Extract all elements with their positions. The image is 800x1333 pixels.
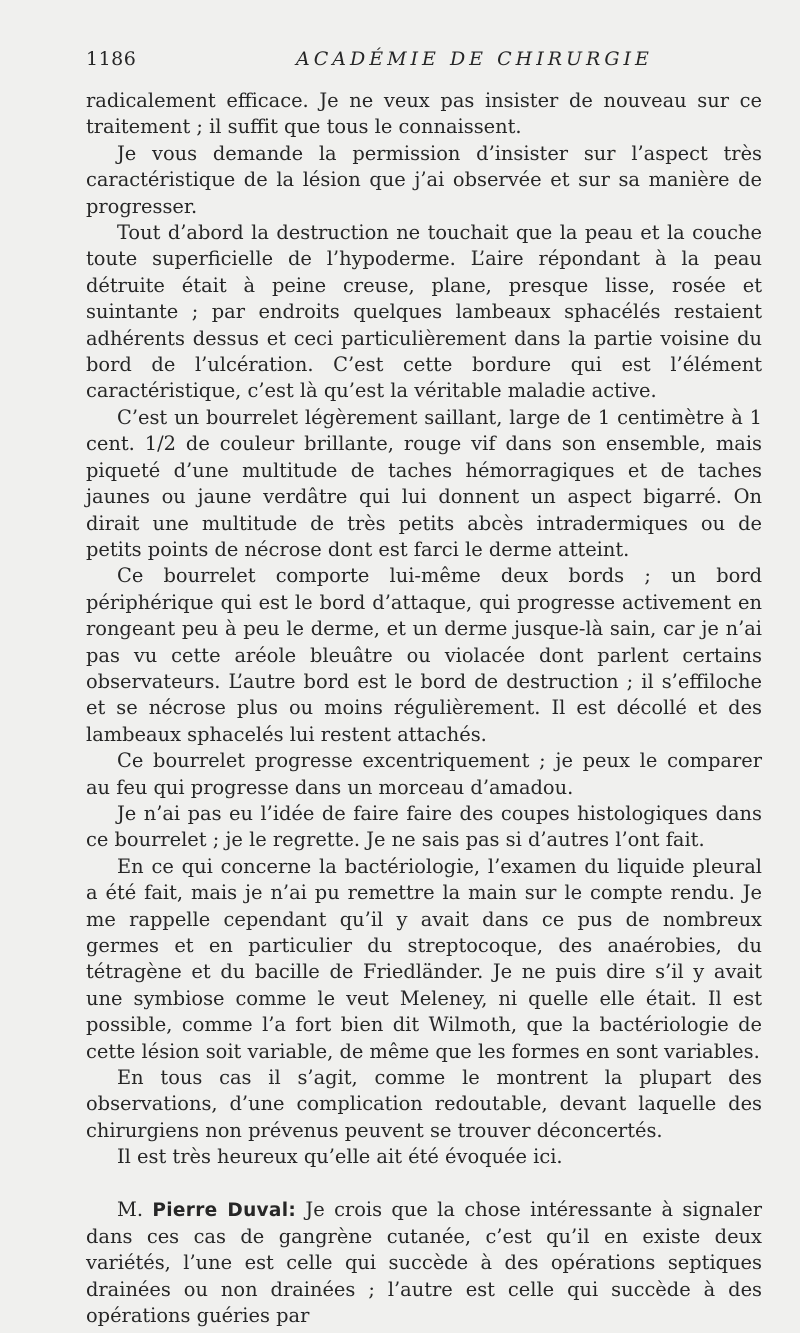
running-head bbox=[86, 48, 762, 74]
speaker-colon: : bbox=[288, 1199, 297, 1221]
intervention-text: Je crois que la chose intéressante à signaler dans ces cas de gangrène cutanée, c’est qu’il en existe deux variétés, l’une est celle qui succède à des opérations septiques drainées ou non drainées ; l’autre est celle qui succède à des opérations guéries par bbox=[86, 1197, 762, 1328]
speaker-prefix: M. bbox=[117, 1197, 153, 1221]
paragraph: En ce qui concerne la bactériologie, l’examen du liquide pleural a été fait, mais je n’ai pu remettre la main sur le compte rendu. Je me rappelle cependant qu’il y avait dans ce pus de nombreux germes et en particulier du streptocoque, des anaérobies, du tétragène et du bacille de Friedländer. Je ne puis dire s’il y avait une symbiose comme le veut Meleney, ni quelle elle était. Il est possible, comme l’a fort bien dit Wilmoth, que la bactériologie de cette lésion soit variable, de même que les formes en sont variables. bbox=[86, 854, 762, 1063]
paragraph: En tous cas il s’agit, comme le montrent la plupart des observations, d’une complication redoutable, devant laquelle des chirurgiens non prévenus peuvent se trouver déconcertés. bbox=[86, 1066, 762, 1142]
paragraph: Il est très heureux qu’elle ait été évoquée ici. bbox=[117, 1145, 563, 1169]
paragraph: Je n’ai pas eu l’idée de faire faire des coupes histologiques dans ce bourrelet ; je le regrette. Je ne sais pas si d’autres l’ont fait. bbox=[86, 801, 762, 852]
paragraph: Je vous demande la permission d’insister sur l’aspect très caractéristique de la lésion que j’ai observée et sur sa manière de progresser. bbox=[86, 141, 762, 218]
intervention-paragraph bbox=[86, 1197, 762, 1330]
page-number: 1186 bbox=[86, 48, 137, 70]
paragraph: radicalement efficace. Je ne veux pas insister de nouveau sur ce traitement ; il suffit que tous le connaissent. bbox=[86, 89, 762, 139]
paragraph: Tout d’abord la destruction ne touchait que la peau et la couche toute superficielle de l’hypoderme. L’aire répondant à la peau détruite était à peine creuse, plane, presque lisse, rosée et suintante ; par endroits quelques lambeaux sphacélés restaient adhérents dessus et ceci particulièrement dans la partie voisine du bord de l’ulcération. C’est cette bordure qui est l’élément caractéristique, c’est là qu’est la véritable maladie active. bbox=[86, 221, 762, 403]
paragraph: Ce bourrelet progresse excentriquement ; je peux le comparer au feu qui progresse dans un morceau d’amadou. bbox=[86, 749, 762, 799]
paragraph: C’est un bourrelet légèrement saillant, large de 1 centimètre à 1 cent. 1/2 de couleur brillante, rouge vif dans son ensemble, mais piqueté d’une multitude de taches hémorragiques et de taches jaunes ou jaune verdâtre qui lui donnent un aspect bigarré. On dirait une multitude de très petits abcès intradermiques ou de petits points de nécrose dont est farci le derme atteint. bbox=[86, 405, 762, 561]
speaker-name: Pierre Duval bbox=[152, 1199, 289, 1221]
paragraph: Ce bourrelet comporte lui-même deux bords ; un bord périphérique qui est le bord d’attaque, qui progresse activement en rongeant peu à peu le derme, et un derme jusque-là sain, car je n’ai pas vu cette aréole bleuâtre ou violacée dont parlent certains observateurs. L’autre bord est le bord de destruction ; il s’effiloche et se nécrose plus ou moins régulièrement. Il est décollé et des lambeaux sphacelés lui restent attachés. bbox=[86, 564, 762, 746]
journal-title: ACADÉMIE DE CHIRURGIE bbox=[296, 48, 653, 70]
body-text bbox=[86, 88, 762, 1330]
